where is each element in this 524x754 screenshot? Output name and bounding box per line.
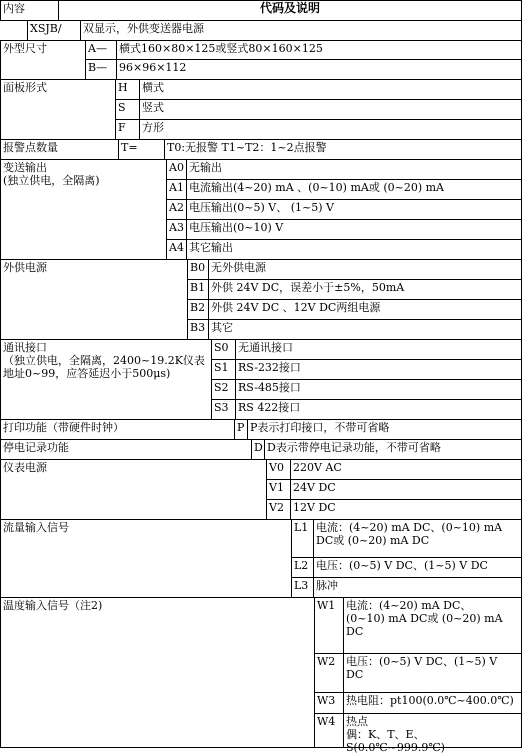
flow-in-desc: 电压：(0~5) V DC、(1~5) V DC xyxy=(316,559,488,572)
alarm-desc: T0:无报警 T1~T2：1~2点报警 xyxy=(167,141,327,154)
header-code-label: 代码及说明 xyxy=(259,1,320,15)
power-fail-label: 停电记录功能 xyxy=(3,441,69,454)
comm-label: 通讯接口 （独立供电，全隔离，2400~19.2K仪表地址0~99，应答延迟小于500μs) xyxy=(3,341,205,380)
flow-in-desc: 脉冲 xyxy=(316,579,338,592)
ext-power-code: B2 xyxy=(190,301,206,314)
table-rule xyxy=(521,139,522,160)
flow-in-code: L2 xyxy=(294,559,309,572)
alarm-label: 报警点数量 xyxy=(3,141,58,154)
temp-in-desc: 电流：(4~20) mA DC、 (0~10) mA DC或 (0~20) mA DC xyxy=(346,599,503,638)
inst-power-code: V2 xyxy=(269,501,284,514)
inst-power-code: V1 xyxy=(269,481,284,494)
transmit-desc: 电压输出(0~5) V、 (1~5) V xyxy=(189,201,334,214)
transmit-code: A4 xyxy=(169,241,184,254)
panel-code: S xyxy=(118,101,126,114)
comm-desc: 无通讯接口 xyxy=(238,341,293,354)
transmit-desc: 电流输出(4~20) mA 、(0~10) mA或 (0~20) mA xyxy=(189,181,444,194)
size-code: A— xyxy=(88,42,107,55)
comm-code: S1 xyxy=(214,361,229,374)
comm-code: S3 xyxy=(214,401,229,414)
size-desc: 96×96×112 xyxy=(119,61,187,74)
power-fail-code: D xyxy=(254,441,263,454)
table-rule xyxy=(521,40,522,80)
transmit-code: A2 xyxy=(169,201,184,214)
power-fail-desc: D表示带停电记录功能，不带可省略 xyxy=(267,441,441,454)
transmit-desc: 无输出 xyxy=(189,161,222,174)
transmit-code: A0 xyxy=(169,161,184,174)
panel-code: F xyxy=(118,121,126,134)
alarm-code: T= xyxy=(121,141,138,154)
temp-in-code: W1 xyxy=(317,599,336,612)
temp-in-desc: 热电阻：pt100(0.0℃~400.0℃) xyxy=(346,694,514,707)
ext-power-desc: 无外供电源 xyxy=(211,261,266,274)
ext-power-label: 外供电源 xyxy=(3,261,47,274)
transmit-code: A1 xyxy=(169,181,184,194)
flow-in-code: L3 xyxy=(294,579,309,592)
panel-desc: 竖式 xyxy=(142,101,164,114)
table-rule xyxy=(521,519,522,598)
temp-in-desc: 热点 偶：K、T、E、S(0.0℃~999.9℃) xyxy=(346,715,445,754)
comm-code: S2 xyxy=(214,381,229,394)
inst-power-label: 仪表电源 xyxy=(3,461,47,474)
print-label: 打印功能（带硬件时钟） xyxy=(3,421,124,434)
temp-in-code: W2 xyxy=(317,655,336,668)
ext-power-code: B0 xyxy=(190,261,206,274)
transmit-desc: 电压输出(0~10) V xyxy=(189,221,284,234)
flow-in-label: 流量输入信号 xyxy=(3,521,69,534)
table-rule xyxy=(521,597,522,748)
table-rule xyxy=(521,419,522,440)
size-label: 外型尺寸 xyxy=(3,42,47,55)
comm-code: S0 xyxy=(214,341,229,354)
ext-power-desc: 其它 xyxy=(211,321,233,334)
print-desc: P表示打印接口，不带可省略 xyxy=(250,421,390,434)
model-prefix-desc: 双显示，外供变送器电源 xyxy=(83,22,204,35)
table-rule xyxy=(521,20,522,41)
temp-in-code: W4 xyxy=(317,715,336,728)
inst-power-desc: 24V DC xyxy=(293,481,336,494)
comm-desc: RS-232接口 xyxy=(238,361,301,374)
size-code: B— xyxy=(88,61,108,74)
ext-power-code: B1 xyxy=(190,281,206,294)
transmit-label: 变送输出 (独立供电，全隔离) xyxy=(3,161,100,187)
inst-power-desc: 12V DC xyxy=(293,501,336,514)
inst-power-code: V0 xyxy=(269,461,284,474)
panel-code: H xyxy=(118,81,128,94)
header-content-label: 内容 xyxy=(3,2,25,15)
temp-in-desc: 电压：(0~5) V DC、(1~5) V DC xyxy=(346,655,498,681)
print-code: P xyxy=(237,421,245,434)
table-rule xyxy=(521,79,522,140)
temp-in-label: 温度输入信号（注2) xyxy=(3,599,103,612)
flow-in-code: L1 xyxy=(294,521,309,534)
table-rule xyxy=(521,439,522,460)
flow-in-desc: 电流：(4~20) mA DC、(0~10) mA DC或 (0~20) mA DC xyxy=(316,521,503,547)
size-desc: 横式160×80×125或竖式80×160×125 xyxy=(119,42,323,55)
model-prefix-label: XSJB/ xyxy=(30,22,62,35)
inst-power-desc: 220V AC xyxy=(293,461,342,474)
panel-desc: 方形 xyxy=(142,121,164,134)
panel-label: 面板形式 xyxy=(3,81,47,94)
panel-desc: 横式 xyxy=(142,81,164,94)
comm-desc: RS-485接口 xyxy=(238,381,301,394)
ext-power-desc: 外供 24V DC，误差小于±5%，50mA xyxy=(211,281,405,294)
table-rule xyxy=(521,459,522,520)
temp-in-code: W3 xyxy=(317,694,336,707)
comm-desc: RS 422接口 xyxy=(238,401,301,414)
ext-power-desc: 外供 24V DC 、12V DC两组电源 xyxy=(211,301,381,314)
table-rule xyxy=(521,0,522,21)
transmit-desc: 其它输出 xyxy=(189,241,233,254)
table-rule xyxy=(521,159,522,260)
ext-power-code: B3 xyxy=(190,321,206,334)
transmit-code: A3 xyxy=(169,221,184,234)
